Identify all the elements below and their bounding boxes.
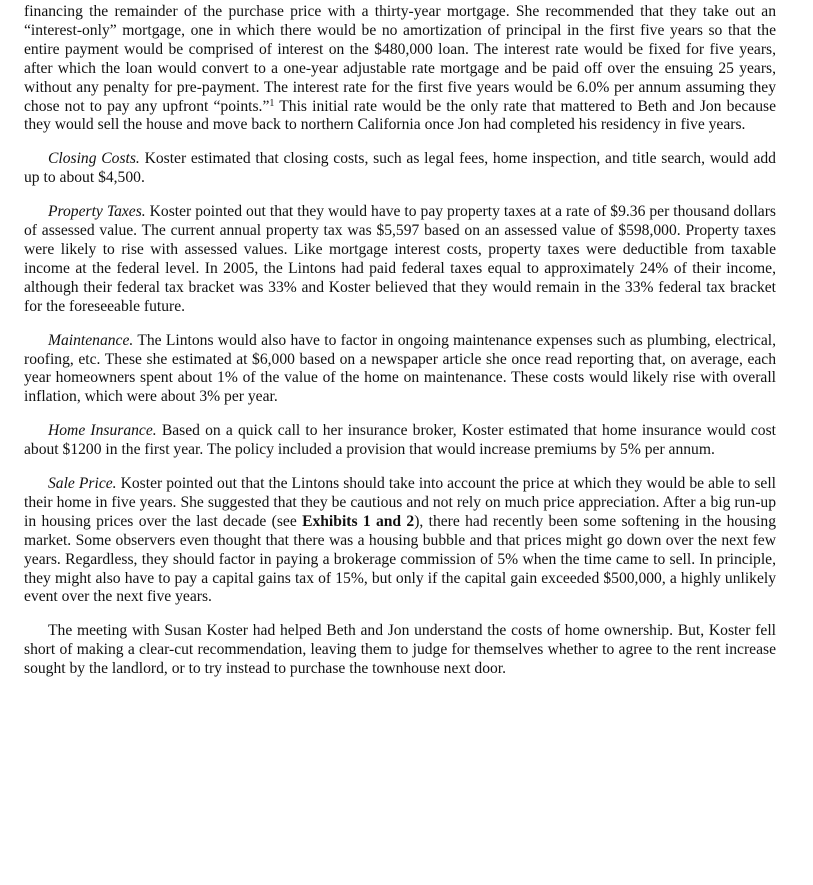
exhibits-reference: Exhibits 1 and 2 (302, 512, 415, 530)
paragraph-maintenance (24, 332, 776, 408)
home-insurance-heading: Home Insurance. (48, 422, 157, 440)
maintenance-text: The Lintons would also have to factor in ongoing maintenance expenses such as plumbing, electrical, roofing, etc. These she estimated at $6,000 based on a newspaper article she once read reporting that, on average, each year homeowners spent about 1% of the value of the home on maintenance. These costs would likely rise with overall inflation, which were about 3% per year. (24, 331, 776, 406)
maintenance-heading: Maintenance. (48, 331, 134, 349)
sale-price-text-after: ), there had recently been some softening in the housing market. Some observers even thought that there was a housing bubble and that prices might go down over the next few years. Regardless, they should factor in paying a brokerage commission of 5% when the time came to sell. In principle, they might also have to pay a capital gains tax of 15%, but only if the capital gain exceeded $500,000, a highly unlikely event over the next five years. (24, 512, 776, 606)
sale-price-heading: Sale Price. (48, 475, 117, 493)
conclusion-text: The meeting with Susan Koster had helped Beth and Jon understand the costs of home ownership. But, Koster fell short of making a clear-cut recommendation, leaving them to judge for themselves whether to agree to the rent increase sought by the landlord, or to try instead to purchase the townhouse next door. (24, 622, 776, 678)
closing-costs-text: Koster estimated that closing costs, such as legal fees, home inspection, and title search, would add up to about $4,500. (24, 150, 776, 187)
closing-costs-heading: Closing Costs. (48, 150, 140, 168)
paragraph-home-insurance (24, 422, 776, 460)
financing-text-after: This initial rate would be the only rate that mattered to Beth and Jon because they would sell the house and move back to northern California once Jon had completed his residency in five years. (24, 97, 776, 134)
property-taxes-heading: Property Taxes. (48, 203, 146, 221)
property-taxes-text: Koster pointed out that they would have to pay property taxes at a rate of $9.36 per thousand dollars of assessed value. The current annual property tax was $5,597 based on an assessed value of $598,000. Property taxes were likely to rise with assessed values. Like mortgage interest costs, property taxes were deductible from taxable income at the federal level. In 2005, the Lintons had paid federal taxes equal to approximately 24% of their income, although their federal tax bracket was 33% and Koster believed that they would remain in the 33% federal tax bracket for the foreseeable future. (24, 203, 776, 315)
paragraph-property-taxes (24, 203, 776, 316)
sale-price-text: Koster pointed out that the Lintons should take into account the price at which they would be able to sell their home in five years. She suggested that they be cautious and not rely on much price appreciation. After a big run-up in housing prices over the last decade (see (24, 475, 776, 530)
footnote-ref[interactable]: 1 (269, 97, 275, 109)
paragraph-financing (24, 3, 776, 135)
financing-text: financing the remainder of the purchase price with a thirty-year mortgage. She recommended that they take out an “interest-only” mortgage, one in which there would be no amortization of principal in the first five years so that the entire payment would be comprised of interest on the $480,000 loan. The interest rate would be fixed for five years, after which the loan would convert to a one-year adjustable rate mortgage and be paid off over the ensuing 25 years, without any penalty for pre-payment. The interest rate for the first five years would be 6.0% per annum assuming they chose not to pay any upfront “points.” (24, 3, 776, 115)
paragraph-closing-costs (24, 150, 776, 188)
paragraph-conclusion (24, 622, 776, 679)
home-insurance-text: Based on a quick call to her insurance broker, Koster estimated that home insurance would cost about $1200 in the first year. The policy included a provision that would increase premiums by 5% per annum. (24, 422, 776, 459)
document-page (24, 3, 776, 694)
paragraph-sale-price (24, 475, 776, 607)
